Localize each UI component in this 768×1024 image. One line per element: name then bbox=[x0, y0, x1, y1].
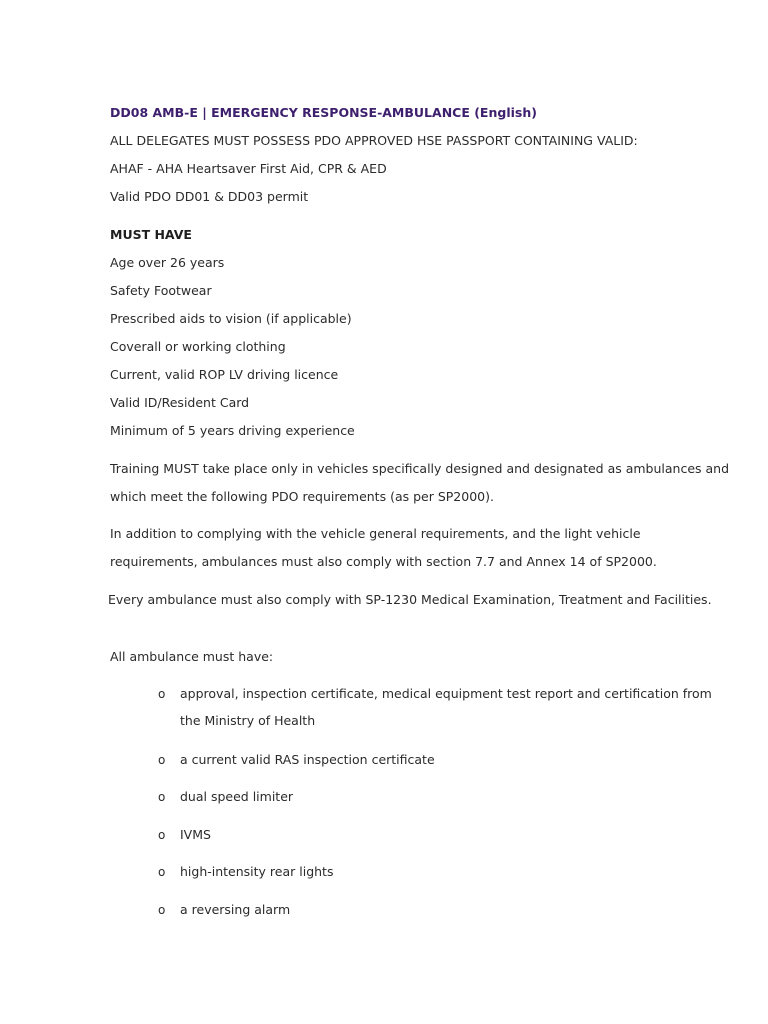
must-have-heading: MUST HAVE bbox=[110, 227, 192, 242]
addition-paragraph-line-1: In addition to complying with the vehicle general requirements, and the light vehicle bbox=[110, 526, 641, 541]
addition-paragraph-line-2: requirements, ambulances must also comply with section 7.7 and Annex 14 of SP2000. bbox=[110, 554, 657, 569]
document-title: DD08 AMB-E | EMERGENCY RESPONSE-AMBULANCE (English) bbox=[110, 105, 537, 120]
must-have-item: Current, valid ROP LV driving licence bbox=[110, 367, 339, 382]
requirement-item: a current valid RAS inspection certificate bbox=[180, 752, 435, 767]
requirement-item: high-intensity rear lights bbox=[180, 864, 334, 879]
every-ambulance-paragraph: Every ambulance must also comply with SP-1230 Medical Examination, Treatment and Facilities. bbox=[108, 592, 712, 607]
bullet-marker: o bbox=[158, 865, 166, 879]
intro-line-1: ALL DELEGATES MUST POSSESS PDO APPROVED HSE PASSPORT CONTAINING VALID: bbox=[110, 133, 638, 148]
requirement-item: approval, inspection certificate, medical equipment test report and certification from bbox=[180, 686, 712, 701]
bullet-marker: o bbox=[158, 828, 166, 842]
intro-line-3: Valid PDO DD01 & DD03 permit bbox=[110, 189, 309, 204]
must-have-item: Coverall or working clothing bbox=[110, 339, 286, 354]
requirement-item-continuation: the Ministry of Health bbox=[180, 713, 316, 728]
must-have-item: Minimum of 5 years driving experience bbox=[110, 423, 355, 438]
bullet-marker: o bbox=[158, 753, 166, 767]
training-paragraph-line-1: Training MUST take place only in vehicles specifically designed and designated as ambulances and bbox=[110, 461, 730, 476]
requirement-item: a reversing alarm bbox=[180, 902, 291, 917]
bullet-marker: o bbox=[158, 790, 166, 804]
must-have-item: Valid ID/Resident Card bbox=[110, 395, 250, 410]
bullet-marker: o bbox=[158, 903, 166, 917]
all-ambulance-label: All ambulance must have: bbox=[110, 649, 274, 664]
requirement-item: IVMS bbox=[180, 827, 211, 842]
requirement-item: dual speed limiter bbox=[180, 789, 294, 804]
must-have-item: Prescribed aids to vision (if applicable) bbox=[110, 311, 352, 326]
training-paragraph-line-2: which meet the following PDO requirements (as per SP2000). bbox=[110, 489, 494, 504]
must-have-item: Age over 26 years bbox=[110, 255, 225, 270]
bullet-marker: o bbox=[158, 687, 166, 701]
intro-line-2: AHAF - AHA Heartsaver First Aid, CPR & AED bbox=[110, 161, 387, 176]
must-have-item: Safety Footwear bbox=[110, 283, 212, 298]
